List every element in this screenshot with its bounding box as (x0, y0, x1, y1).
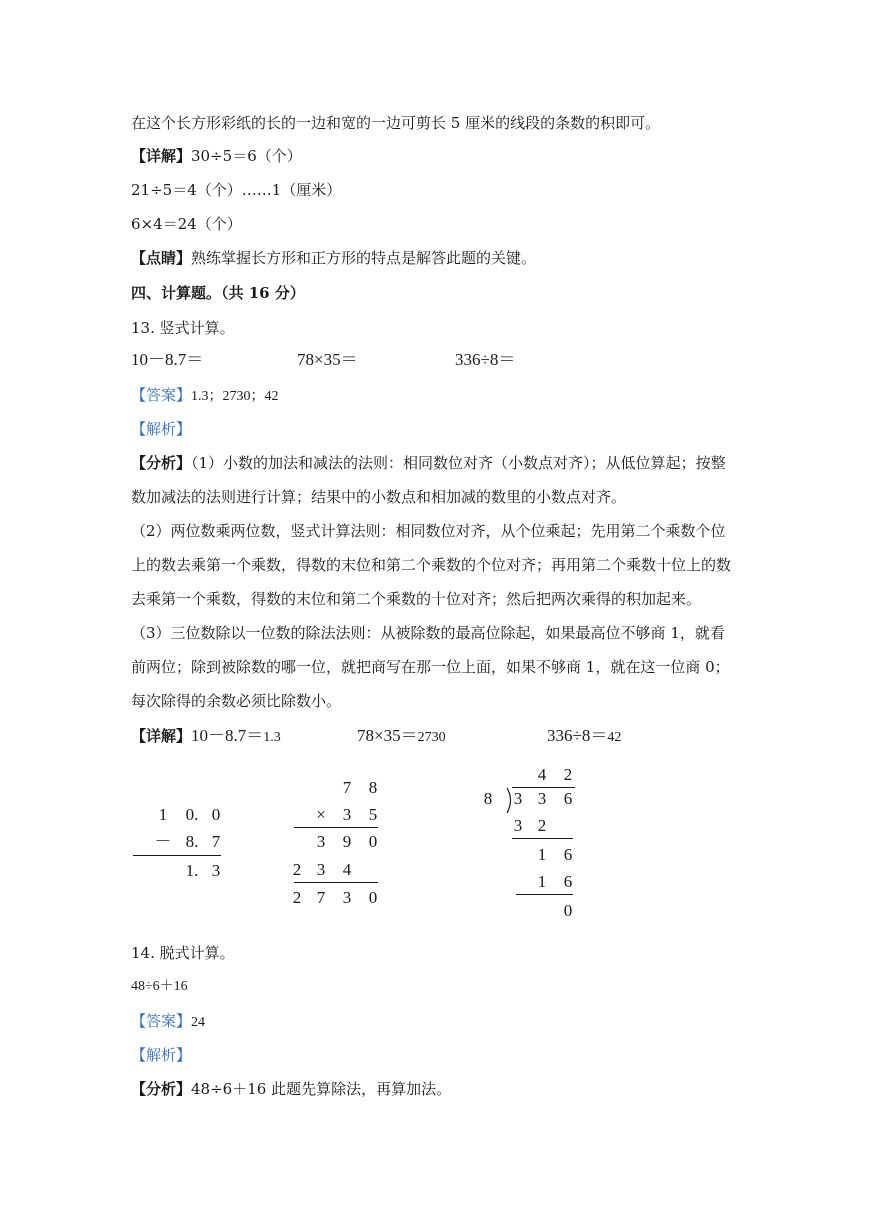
rule (512, 838, 573, 839)
analysis-line: 每次除得的余数必须比除数小。 (131, 692, 342, 710)
detail-expr-2: 78×35＝ (357, 726, 418, 745)
analysis-line: 上的数去乘第一个乘数，得数的末位和第二个乘数的个位对齐；再用第二个乘数十位上的数 (131, 556, 732, 574)
digit: 7 (342, 778, 352, 797)
quotient-digit: 4 (537, 765, 547, 784)
digit: 1 (158, 805, 168, 824)
analysis-line: 数加减法的法则进行计算；结果中的小数点和相加减的数里的小数点对齐。 (131, 488, 627, 506)
answer-tag: 【答案】 (131, 1012, 192, 1030)
section-heading: 四、计算题。（共 16 分） (131, 284, 305, 302)
digit: 2 (292, 888, 302, 907)
analysis-tag: 【分析】 (131, 1080, 192, 1098)
text-line: 在这个长方形彩纸的长的一边和宽的一边可剪长 5 厘米的线段的条数的积即可。 (131, 114, 661, 132)
question-14: 14. 脱式计算。 (131, 944, 235, 962)
analysis-line: 去乘第一个乘数，得数的末位和第二个乘数的十位对齐；然后把两次乘得的积加起来。 (131, 590, 702, 608)
digit: 0. (185, 805, 199, 824)
analysis-line: （2）两位数乘两位数，竖式计算法则：相同数位对齐，从个位乘起；先用第二个乘数个位 (131, 522, 726, 540)
dividend-digit: 6 (563, 789, 573, 808)
digit: 3 (316, 832, 326, 851)
analysis-text: （1）小数的加法和减法的法则：相同数位对齐（小数点对齐）；从低位算起；按整 (191, 454, 726, 472)
q14-expression: 48÷6＋16 (131, 979, 188, 994)
answer-text: 1.3；2730；42 (191, 389, 279, 404)
digit: 3 (513, 816, 523, 835)
answer-tag: 【答案】 (131, 386, 192, 404)
analysis-heading: 【解析】 (131, 420, 192, 438)
detail-line (131, 726, 281, 748)
detail-tag: 【详解】 (131, 727, 192, 745)
detail-tag: 【详解】 (131, 147, 192, 165)
analysis-line (131, 1079, 451, 1099)
detail-expr-1: 10－8.7＝ (191, 726, 264, 745)
analysis-line (131, 453, 726, 473)
dividend-digit: 3 (513, 789, 523, 808)
rule (133, 855, 221, 856)
digit: 4 (342, 860, 352, 879)
remainder: 0 (563, 901, 573, 920)
digit: 1 (537, 845, 547, 864)
quotient-digit: 2 (563, 765, 573, 784)
detail-text: 30÷5＝6（个） (191, 147, 302, 165)
digit: 3 (342, 805, 352, 824)
q13-expr-2: 78×35＝ (297, 350, 358, 369)
digit: 6 (563, 845, 573, 864)
comment-line (131, 248, 536, 268)
text-line: 6×4＝24（个） (131, 215, 242, 233)
digit: 1. (185, 861, 199, 880)
answer-line (131, 385, 279, 407)
answer-line (131, 1011, 205, 1033)
digit: 7 (211, 832, 221, 851)
digit: 0 (368, 888, 378, 907)
digit: 1 (537, 872, 547, 891)
digit: 5 (368, 805, 378, 824)
digit: 3 (211, 861, 221, 880)
answer-text: 24 (191, 1015, 206, 1030)
analysis-line: （3）三位数除以一位数的除法法则：从被除数的最高位除起，如果最高位不够商 1，就看 (131, 624, 725, 642)
comment-tag: 【点睛】 (131, 249, 192, 267)
rule (294, 827, 378, 828)
digit: 8. (185, 832, 199, 851)
analysis-tag: 【分析】 (131, 454, 192, 472)
comment-text: 熟练掌握长方形和正方形的特点是解答此题的关键。 (191, 249, 537, 267)
digit: 3 (342, 888, 352, 907)
question-13: 13. 竖式计算。 (131, 319, 235, 337)
digit: 7 (316, 888, 326, 907)
analysis-line: 前两位；除到被除数的哪一位，就把商写在那一位上面，如果不够商 1，就在这一位商 0； (131, 658, 730, 676)
digit: 2 (537, 816, 547, 835)
times-sign: × (316, 805, 326, 824)
digit: 0 (368, 832, 378, 851)
detail-result-1: 1.3 (263, 730, 281, 745)
digit: 3 (316, 860, 326, 879)
analysis-heading: 【解析】 (131, 1046, 192, 1064)
detail-result-2: 2730 (417, 730, 446, 745)
division-bar (512, 787, 575, 788)
digit: 9 (342, 832, 352, 851)
detail-line (357, 726, 446, 748)
detail-expr-3: 336÷8＝ (547, 726, 608, 745)
digit: 0 (211, 805, 221, 824)
q13-expr-1: 10－8.7＝ (131, 350, 204, 369)
text-line: 21÷5＝4（个）……1（厘米） (131, 181, 342, 199)
dividend-digit: 3 (537, 789, 547, 808)
rule (516, 894, 573, 895)
q13-expr-3: 336÷8＝ (455, 350, 516, 369)
digit: 6 (563, 872, 573, 891)
divisor: 8 (483, 789, 493, 808)
analysis-text: 48÷6＋16 此题先算除法，再算加法。 (191, 1080, 452, 1098)
digit: 8 (368, 778, 378, 797)
detail-result-3: 42 (607, 730, 622, 745)
detail-line (131, 146, 302, 166)
digit: 2 (292, 860, 302, 879)
detail-line (547, 726, 621, 748)
minus-sign: － (154, 832, 172, 851)
rule (294, 882, 378, 883)
